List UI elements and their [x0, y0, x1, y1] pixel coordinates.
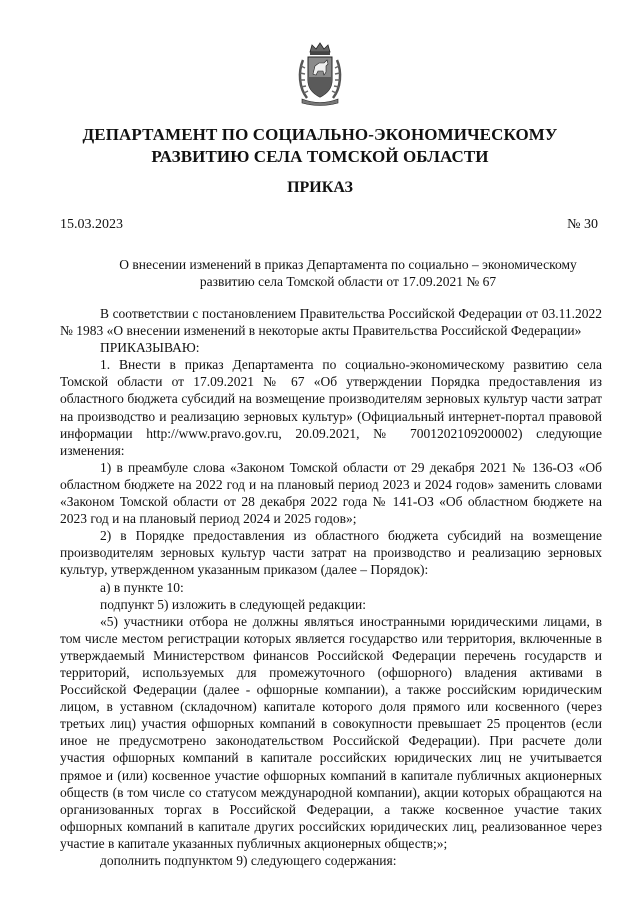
paragraph-item-1: 1. Внести в приказ Департамента по социально-экономическому развитию села Томской области от 17.09.2021 № 67 «Об утверждении Порядка предоставления из областного бюджета субсидий на возмещение производителям зерновых культур части затрат на производство и реализацию зерновых культур» (Официальный интернет-портал правовой информации http://www.pravo.gov.ru, 20.09.2021, № 7001202109200002) следующие изменения:	[60, 357, 602, 458]
paragraph-preamble: В соответствии с постановлением Правительства Российской Федерации от 03.11.2022 № 1983 «О внесении изменений в некоторые акты Правительства Российской Федерации»	[60, 306, 602, 339]
department-title-line-1: ДЕПАРТАМЕНТ ПО СОЦИАЛЬНО-ЭКОНОМИЧЕСКОМУ	[82, 125, 558, 144]
document-number: № 30	[567, 217, 598, 232]
paragraph-subitem-2: 2) в Порядке предоставления из областного бюджета субсидий на возмещение производителям зерновых культур части затрат на производство и реализацию зерновых культур, утвержденном указанным приказом (далее – Порядок):	[60, 528, 602, 578]
subject-line-2: развитию села Томской области от 17.09.2021 № 67	[199, 274, 497, 289]
paragraph-point-a: а) в пункте 10:	[100, 579, 184, 595]
tomsk-coat-of-arms-icon	[297, 42, 343, 108]
department-title-line-2: РАЗВИТИЮ СЕЛА ТОМСКОЙ ОБЛАСТИ	[151, 147, 489, 166]
department-title	[60, 124, 580, 168]
paragraph-subpoint-9-intro: дополнить подпунктом 9) следующего содержания:	[100, 853, 397, 868]
document-subject	[100, 256, 596, 290]
document-date: 15.03.2023	[60, 217, 123, 232]
paragraph-subpoint-5-intro: подпункт 5) изложить в следующей редакции:	[100, 596, 367, 612]
paragraph-subpoint-5-text: «5) участники отбора не должны являться иностранными юридическими лицами, в том числе местом регистрации которых является государство или территория, включенные в утверждаемый Министерством финансов Российской Федерации перечень государств и территорий, используемых для промежуточного (офшорного) владения активами в Российской Федерации (далее - офшорные компании), а также российским юридическим лицом, в уставном (складочном) капитале которого доля прямого или косвенного (через третьих лиц) участия офшорных компаний в совокупности превышает 25 процентов (если иное не предусмотрено законодательством Российской Федерации). При расчете доли участия офшорных компаний в капитале российских юридических лиц не учитывается прямое и (или) косвенное участие офшорных компаний в капитале публичных акционерных обществ (в том числе со статусом международной компании), акции которых обращаются на организованных торгах в Российской Федерации, а также косвенное участие таких офшорных компаний в капитале других российских юридических лиц, реализованное через участие в капитале указанных публичных акционерных обществ;»;	[60, 613, 602, 851]
document-type: ПРИКАЗ	[287, 179, 353, 196]
subject-line-1: О внесении изменений в приказ Департамента по социально – экономическому	[119, 257, 577, 272]
paragraph-subitem-1: 1) в преамбуле слова «Законом Томской области от 29 декабря 2021 № 136-ОЗ «Об областном бюджете на 2022 год и на плановый период 2023 и 2024 годов» заменить словами «Законом Томской области от 28 декабря 2022 года № 141-ОЗ «Об областном бюджете на 2023 год и на плановый период 2024 и 2025 годов»;	[60, 459, 602, 527]
paragraph-order-word: ПРИКАЗЫВАЮ:	[100, 340, 200, 356]
document-body	[60, 305, 602, 869]
